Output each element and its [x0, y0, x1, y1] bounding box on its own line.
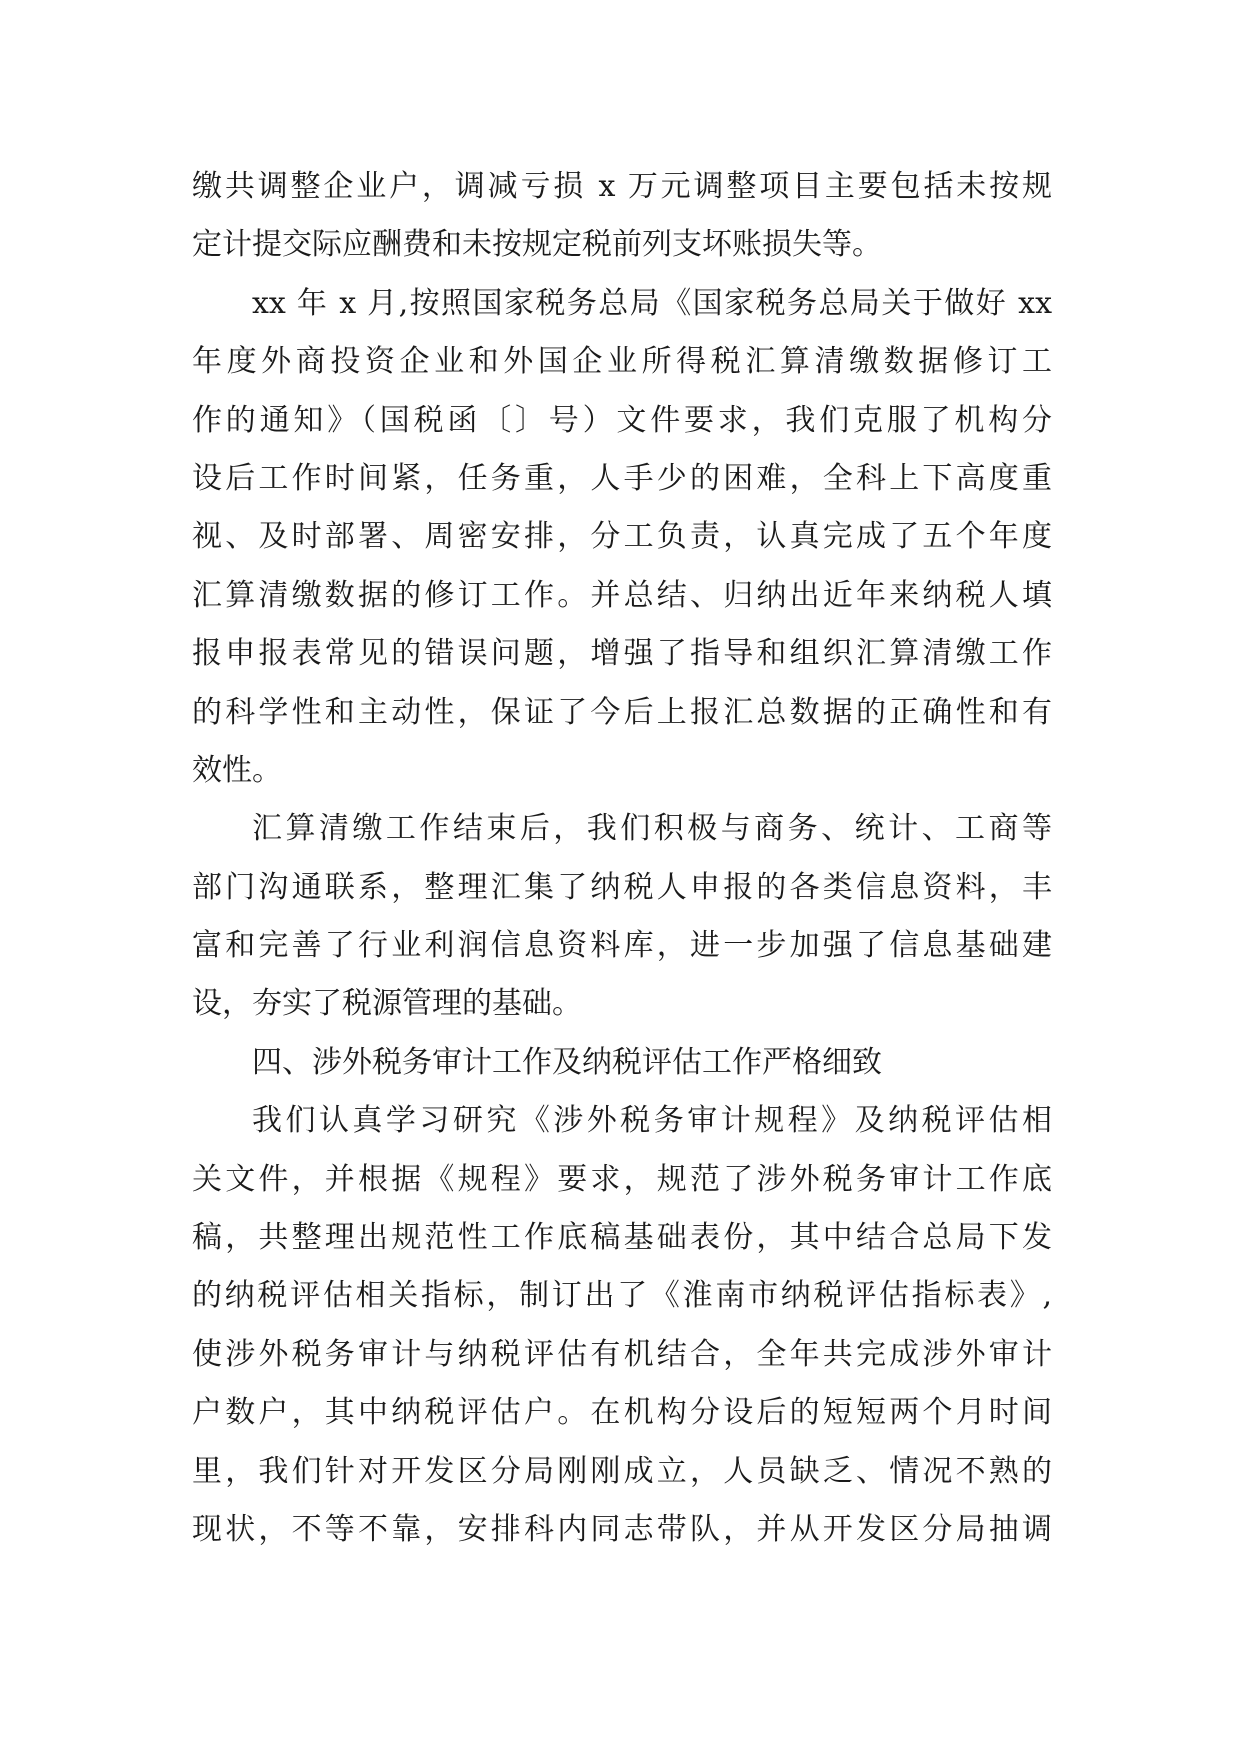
text-line: 部门沟通联系，整理汇集了纳税人申报的各类信息资料，丰 [192, 869, 1052, 905]
text-line: 效性。 [192, 752, 282, 788]
text-line: 现状，不等不靠，安排科内同志带队，并从开发区分局抽调 [192, 1511, 1052, 1547]
text-line: 缴共调整企业户，调减亏损 x 万元调整项目主要包括未按规 [192, 169, 1052, 204]
text-line: 汇算清缴数据的修订工作。并总结、归纳出近年来纳税人填 [192, 577, 1052, 613]
text-line: 作的通知》（国税函〔〕号）文件要求，我们克服了机构分 [192, 402, 1052, 438]
text-line: 定计提交际应酬费和未按规定税前列支坏账损失等。 [192, 227, 882, 263]
text-line: 设后工作时间紧，任务重，人手少的困难，全科上下高度重 [192, 460, 1052, 496]
text-line: 的科学性和主动性，保证了今后上报汇总数据的正确性和有 [192, 694, 1052, 730]
text-line: 年度外商投资企业和外国企业所得税汇算清缴数据修订工 [192, 344, 1052, 380]
text-line: xx 年 x 月,按照国家税务总局《国家税务总局关于做好 xx [252, 285, 1052, 321]
text-line: 我们认真学习研究《涉外税务审计规程》及纳税评估相 [252, 1103, 1052, 1139]
text-line: 汇算清缴工作结束后，我们积极与商务、统计、工商等 [252, 811, 1052, 847]
text-line: 关文件，并根据《规程》要求，规范了涉外税务审计工作底 [192, 1161, 1052, 1197]
section-heading: 四、涉外税务审计工作及纳税评估工作严格细致 [252, 1044, 882, 1080]
text-line: 富和完善了行业利润信息资料库，进一步加强了信息基础建 [192, 928, 1052, 964]
text-line: 里，我们针对开发区分局刚刚成立，人员缺乏、情况不熟的 [192, 1453, 1052, 1489]
text-line: 视、及时部署、周密安排，分工负责，认真完成了五个年度 [192, 519, 1052, 555]
text-line: 的纳税评估相关指标，制订出了《淮南市纳税评估指标表》, [192, 1278, 1052, 1314]
text-line: 使涉外税务审计与纳税评估有机结合，全年共完成涉外审计 [192, 1336, 1052, 1372]
text-line: 设，夯实了税源管理的基础。 [192, 986, 582, 1022]
text-line: 户数户，其中纳税评估户。在机构分设后的短短两个月时间 [192, 1395, 1052, 1431]
text-line: 稿，共整理出规范性工作底稿基础表份，其中结合总局下发 [192, 1220, 1052, 1256]
text-line: 报申报表常见的错误问题，增强了指导和组织汇算清缴工作 [192, 636, 1052, 672]
body-text [192, 158, 1052, 1559]
